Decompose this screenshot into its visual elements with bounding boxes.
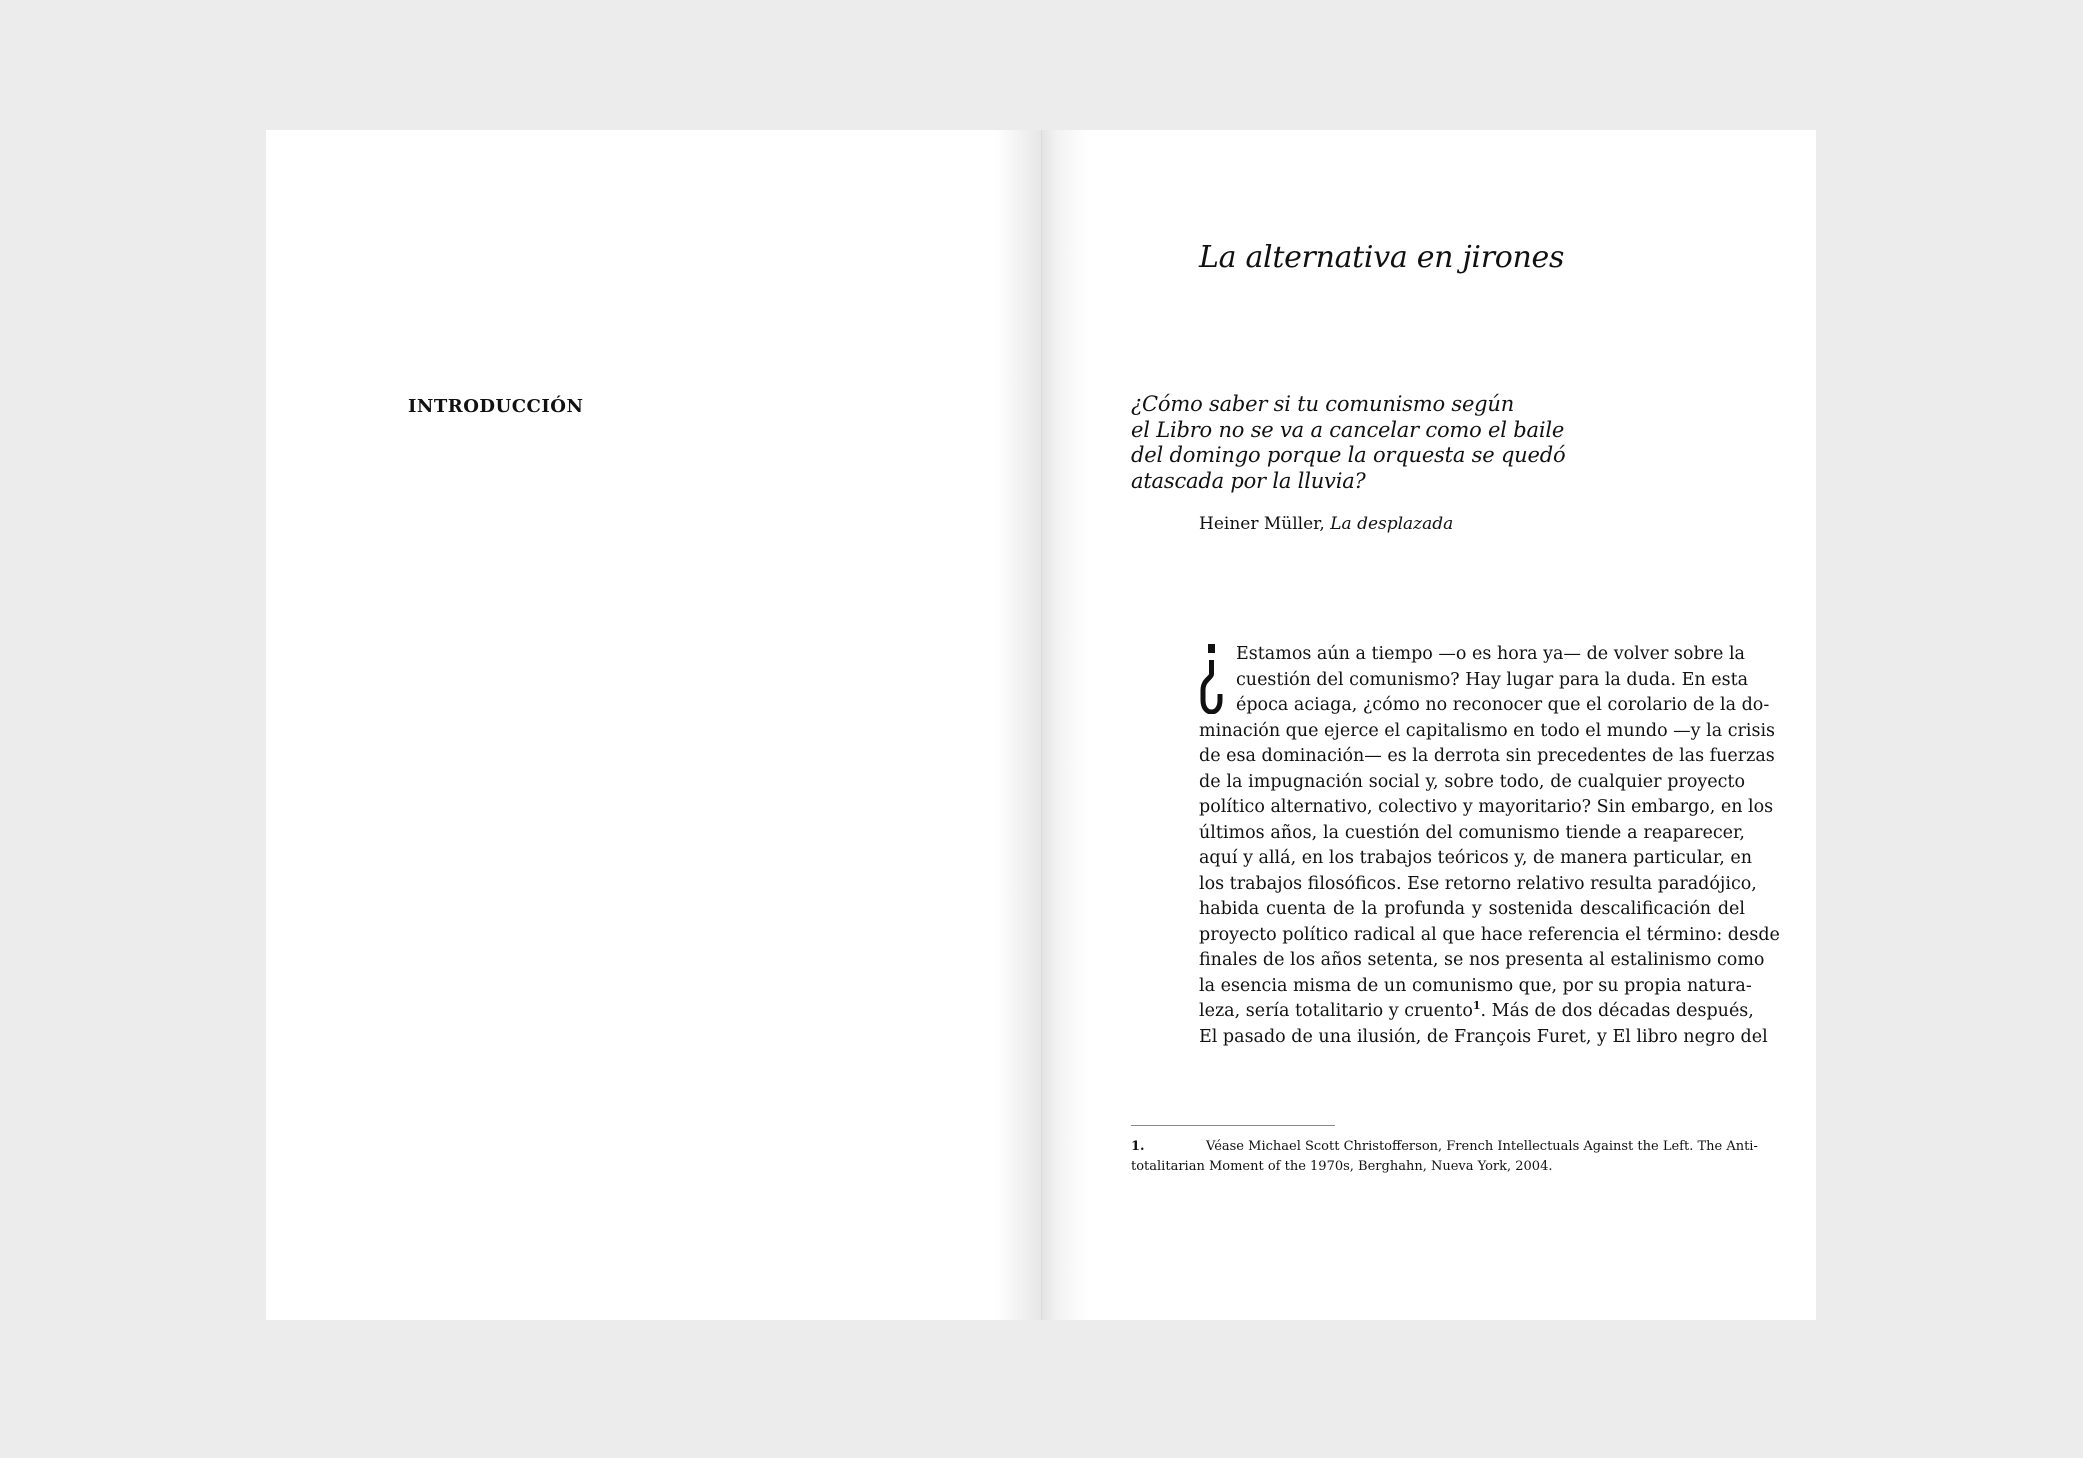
body-line: El pasado de una ilusión, de François Furet, y El libro negro del xyxy=(1199,1026,1768,1047)
body-line: aquí y allá, en los trabajos teóricos y, de manera particular, en xyxy=(1199,848,1753,868)
footnote-reference[interactable]: 1 xyxy=(1472,999,1481,1013)
epigraph-line: ¿Cómo saber si tu comunismo según xyxy=(1131,392,1515,416)
footnote-rule xyxy=(1131,1125,1335,1126)
drop-cap xyxy=(1199,644,1223,714)
section-label: INTRODUCCIÓN xyxy=(408,396,584,417)
left-page xyxy=(266,130,1042,1320)
footnote-text: Véase Michael Scott Christofferson, French Intellectuals Against the Left. The Anti- xyxy=(1206,1139,1758,1154)
body-line: habida cuenta de la profunda y sostenida descalificación del xyxy=(1199,899,1745,919)
epigraph-author: Heiner Müller, xyxy=(1199,514,1325,534)
epigraph-work: La desplazada xyxy=(1330,514,1454,534)
epigraph-line: del domingo porque la orquesta se quedó xyxy=(1131,443,1566,467)
drop-cap-glyph xyxy=(1199,644,1223,714)
body-line-with-footnote xyxy=(1199,999,1754,1025)
body-line: cuestión del comunismo? Hay lugar para la duda. En esta xyxy=(1236,669,1749,690)
body-line: proyecto político radical al que hace referencia el término: desde xyxy=(1199,924,1780,945)
epigraph-line: atascada por la lluvia? xyxy=(1131,468,1366,493)
footnote-line: totalitarian Moment of the 1970s, Berghahn, Nueva York, 2004. xyxy=(1131,1159,1553,1174)
body-line: la esencia misma de un comunismo que, por su propia natura- xyxy=(1199,975,1752,996)
footnote xyxy=(1131,1137,1758,1177)
body-line: Estamos aún a tiempo —o es hora ya— de volver sobre la xyxy=(1236,644,1745,664)
footnote-line xyxy=(1131,1137,1758,1157)
body-line: los trabajos filosóficos. Ese retorno relativo resulta paradójico, xyxy=(1199,873,1757,894)
epigraph-line: el Libro no se va a cancelar como el baile xyxy=(1131,417,1565,442)
body-line-text: leza, sería totalitario y cruento xyxy=(1199,1001,1473,1021)
body-line: de la impugnación social y, sobre todo, de cualquier proyecto xyxy=(1199,771,1745,792)
right-page xyxy=(1042,130,1816,1320)
chapter-title: La alternativa en jirones xyxy=(1199,240,1565,275)
body-line: minación que ejerce el capitalismo en todo el mundo —y la crisis xyxy=(1199,720,1776,741)
body-line: de esa dominación— es la derrota sin precedentes de las fuerzas xyxy=(1199,746,1775,766)
body-line: últimos años, la cuestión del comunismo tiende a reaparecer, xyxy=(1199,822,1745,843)
footnote-number: 1. xyxy=(1131,1139,1145,1154)
body-line: época aciaga, ¿cómo no reconocer que el corolario de la do- xyxy=(1236,695,1770,715)
body-line-text: . Más de dos décadas después, xyxy=(1480,1001,1754,1021)
body-line: finales de los años setenta, se nos presenta al estalinismo como xyxy=(1199,950,1765,970)
body-line: político alternativo, colectivo y mayoritario? Sin embargo, en los xyxy=(1199,797,1774,817)
body-text xyxy=(1199,642,1780,1050)
epigraph xyxy=(1131,392,1601,494)
epigraph-attribution xyxy=(1199,514,1453,534)
